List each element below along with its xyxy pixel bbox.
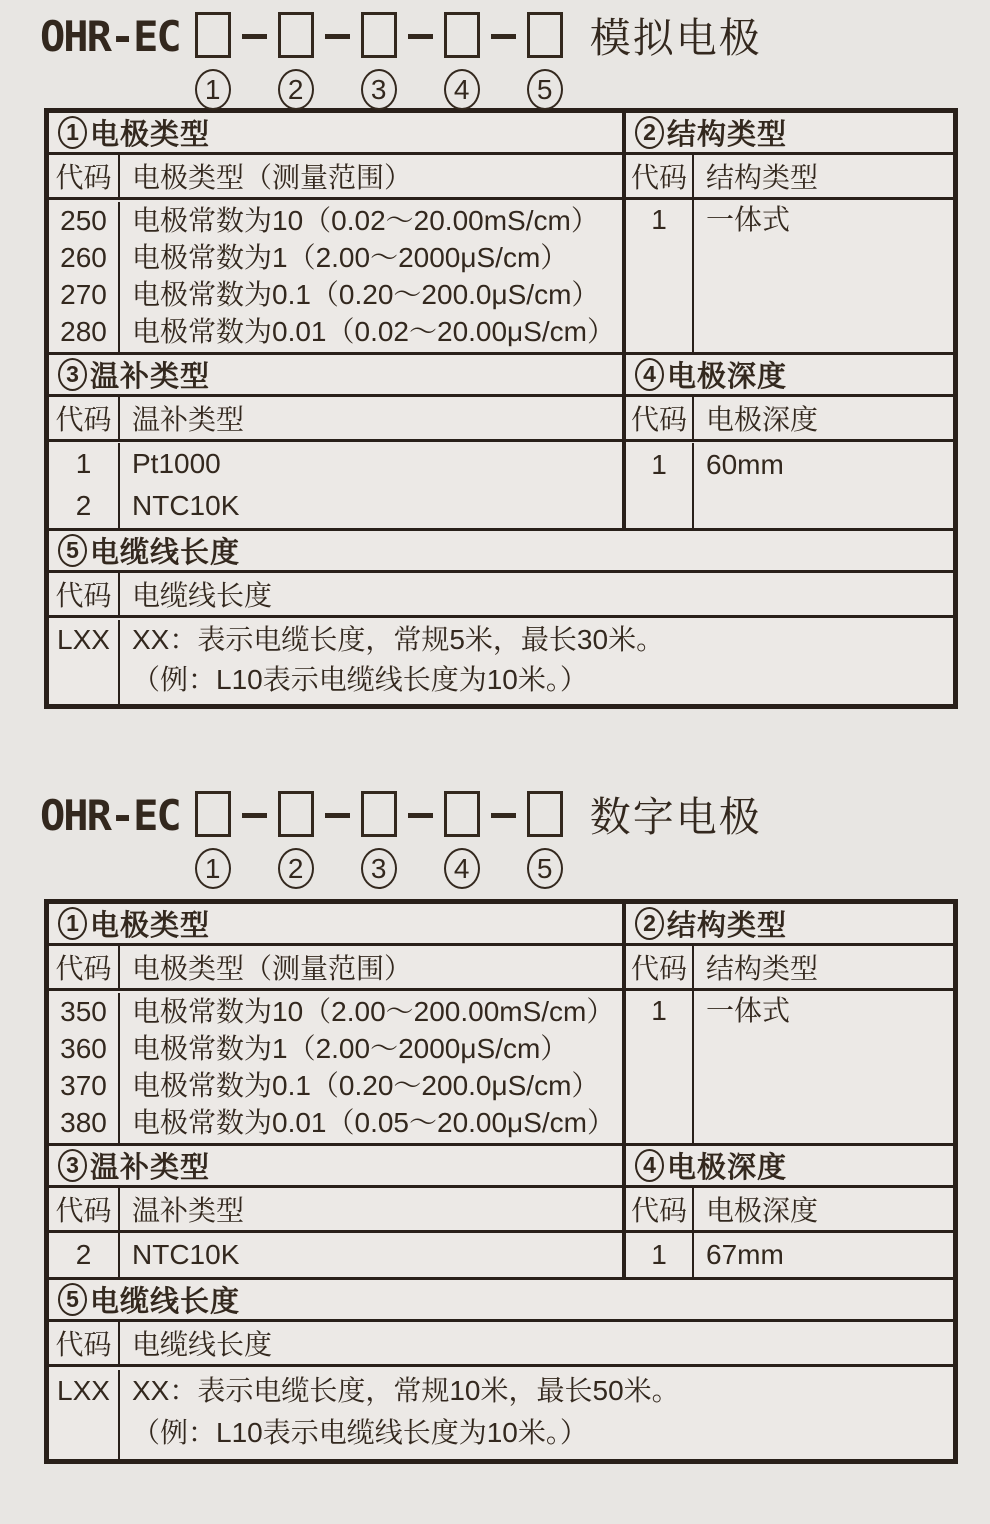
- code-cell: 260: [60, 242, 107, 273]
- position-marker-5: 5: [527, 848, 563, 889]
- data-rows: [49, 1233, 622, 1277]
- digit-box-icon: [278, 12, 314, 58]
- data-rows: [626, 991, 953, 1143]
- section-header: [626, 113, 953, 155]
- circled-number-icon: 1: [58, 907, 87, 940]
- desc-cells: [694, 1233, 953, 1277]
- circled-number-icon: 4: [635, 1149, 664, 1182]
- desc-cell: 电极常数为0.1（0.20～200.0μS/cm）: [132, 279, 600, 310]
- desc-column-header: 电极深度: [706, 404, 819, 435]
- temp-comp-subtable: [49, 1146, 626, 1277]
- desc-cell: 一体式: [706, 995, 791, 1026]
- band-cable: [49, 1280, 953, 1459]
- code-cell: LXX: [57, 624, 110, 655]
- code-cell: 250: [60, 205, 107, 236]
- desc-cells: [694, 991, 953, 1143]
- section-header: [626, 1146, 953, 1188]
- circled-number-icon: 4: [635, 358, 664, 391]
- code-cell: 280: [60, 316, 107, 347]
- desc-cells: [120, 620, 953, 704]
- code-cells: [49, 620, 120, 704]
- model-slot-3: [361, 791, 397, 889]
- data-rows: [626, 442, 953, 528]
- desc-column-header: 温补类型: [132, 404, 245, 435]
- position-marker-1: 1: [195, 848, 231, 889]
- desc-cell: 电极常数为1（2.00～2000μS/cm）: [132, 242, 569, 273]
- band-temp-depth: [49, 1146, 953, 1280]
- model-slot-2: [278, 791, 314, 889]
- code-column-header: 代码: [626, 946, 694, 988]
- structure-type-subtable: [626, 113, 953, 352]
- column-header-row: [49, 397, 622, 442]
- data-rows: [49, 1367, 953, 1459]
- code-cells: [626, 443, 694, 528]
- cable-desc-line2: （例：L10表示电缆线长度为10米。）: [132, 664, 588, 695]
- model-slot-4: [444, 12, 480, 110]
- digit-box-icon: [444, 791, 480, 837]
- band-temp-depth: [49, 355, 953, 531]
- section-title: 电极类型: [90, 119, 211, 151]
- code-cells: [626, 200, 694, 352]
- desc-cells: [120, 993, 622, 1143]
- data-rows: [626, 1233, 953, 1277]
- code-cells: [626, 1233, 694, 1277]
- code-cell: 270: [60, 279, 107, 310]
- code-cells: [626, 991, 694, 1143]
- desc-cell: 电极常数为10（0.02～20.00mS/cm）: [132, 205, 599, 236]
- cable-desc-line2: （例：L10表示电缆线长度为10米。）: [132, 1417, 588, 1448]
- column-header-row: [626, 946, 953, 991]
- desc-cells: [694, 443, 953, 528]
- electrode-type-subtable: [49, 113, 626, 352]
- section-header: [49, 531, 953, 573]
- analog-selection-table: [44, 108, 958, 709]
- position-marker-5: 5: [527, 69, 563, 110]
- desc-cell: 67mm: [706, 1239, 784, 1270]
- code-cell: 380: [60, 1107, 107, 1138]
- circled-number-icon: 2: [635, 907, 664, 940]
- model-slot-1: [195, 791, 231, 889]
- data-rows: [49, 442, 622, 528]
- position-marker-3: 3: [361, 848, 397, 889]
- position-marker-4: 4: [444, 848, 480, 889]
- model-prefix: OHR-EC: [40, 12, 180, 61]
- section-title: 温补类型: [90, 1152, 211, 1184]
- section-title: 电缆线长度: [90, 1286, 241, 1318]
- desc-cell: 一体式: [706, 204, 791, 235]
- depth-subtable: [626, 355, 953, 528]
- temp-comp-subtable: [49, 355, 626, 528]
- digit-box-icon: [195, 791, 231, 837]
- code-cell: 370: [60, 1070, 107, 1101]
- section-header: [49, 904, 622, 946]
- section-header: [626, 904, 953, 946]
- spacer: [44, 887, 990, 899]
- digit-box-icon: [361, 12, 397, 58]
- depth-subtable: [626, 1146, 953, 1277]
- code-column-header: 代码: [49, 573, 120, 615]
- desc-cell: 电极常数为0.01（0.05～20.00μS/cm）: [132, 1107, 615, 1138]
- cable-desc-line1: XX：表示电缆长度，常规10米，最长50米。: [132, 1375, 680, 1406]
- desc-cell: NTC10K: [132, 1239, 240, 1270]
- code-column-header: 代码: [49, 1322, 120, 1364]
- code-column-header: 代码: [49, 946, 120, 988]
- desc-cell: 电极常数为10（2.00～200.00mS/cm）: [132, 996, 615, 1027]
- section-title: 结构类型: [667, 910, 788, 942]
- column-header-row: [49, 155, 622, 200]
- analog-section: [40, 12, 990, 709]
- model-slot-5: [527, 791, 563, 889]
- desc-cells: [694, 200, 953, 352]
- section-title: 温补类型: [90, 361, 211, 393]
- desc-cell: 电极常数为1（2.00～2000μS/cm）: [132, 1033, 569, 1064]
- digit-box-icon: [444, 12, 480, 58]
- desc-cells: [120, 1233, 622, 1277]
- code-cell: 1: [75, 448, 92, 479]
- code-cells: [49, 1233, 120, 1277]
- code-cell: 1: [651, 449, 667, 480]
- code-column-header: 代码: [49, 1188, 120, 1230]
- section-header: [49, 113, 622, 155]
- desc-cells: [120, 1370, 953, 1459]
- column-header-row: [626, 1188, 953, 1233]
- desc-cells: [120, 443, 622, 528]
- structure-type-subtable: [626, 904, 953, 1143]
- dash-separator-icon: [242, 813, 267, 818]
- section-title: 电极深度: [667, 361, 788, 393]
- dash-separator-icon: [408, 813, 433, 818]
- cable-desc-line1: XX：表示电缆长度，常规5米，最长30米。: [132, 624, 665, 655]
- data-rows: [626, 200, 953, 352]
- band-electrode-structure: [49, 113, 953, 355]
- code-column-header: 代码: [49, 397, 120, 439]
- desc-column-header: 电缆线长度: [132, 580, 273, 611]
- desc-cell: 电极常数为0.1（0.20～200.0μS/cm）: [132, 1070, 600, 1101]
- desc-cell: 电极常数为0.01（0.02～20.00μS/cm）: [132, 316, 615, 347]
- digital-selection-table: [44, 899, 958, 1464]
- model-slot-4: [444, 791, 480, 889]
- circled-number-icon: 3: [58, 358, 87, 391]
- code-column-header: 代码: [626, 155, 694, 197]
- code-cell: 1: [651, 1239, 667, 1270]
- code-column-header: 代码: [626, 1188, 694, 1230]
- column-header-row: [49, 1322, 953, 1367]
- code-cells: [49, 202, 120, 352]
- desc-column-header: 结构类型: [706, 162, 819, 193]
- position-marker-4: 4: [444, 69, 480, 110]
- band-electrode-structure: [49, 904, 953, 1146]
- dash-separator-icon: [325, 813, 350, 818]
- section-title: 电缆线长度: [90, 537, 241, 569]
- code-cell: 1: [651, 995, 667, 1026]
- section-header: [626, 355, 953, 397]
- position-marker-1: 1: [195, 69, 231, 110]
- desc-cell: Pt1000: [132, 448, 221, 479]
- section-header: [49, 1146, 622, 1188]
- desc-cell: NTC10K: [132, 490, 240, 521]
- model-type-label: 数字电极: [589, 794, 762, 840]
- dash-separator-icon: [408, 34, 433, 39]
- electrode-type-subtable: [49, 904, 626, 1143]
- desc-column-header: 温补类型: [132, 1195, 245, 1226]
- circled-number-icon: 1: [58, 116, 87, 149]
- model-slot-2: [278, 12, 314, 110]
- circled-number-icon: 2: [635, 116, 664, 149]
- section-title: 电极深度: [667, 1152, 788, 1184]
- section-header: [49, 1280, 953, 1322]
- code-cell: 2: [75, 490, 92, 521]
- desc-cell: 60mm: [706, 449, 784, 480]
- column-header-row: [49, 1188, 622, 1233]
- desc-cells: [120, 202, 622, 352]
- model-slot-3: [361, 12, 397, 110]
- section-title: 电极类型: [90, 910, 211, 942]
- position-marker-2: 2: [278, 69, 314, 110]
- digit-box-icon: [361, 791, 397, 837]
- section-spacer: [44, 709, 990, 791]
- code-column-header: 代码: [626, 397, 694, 439]
- circled-number-icon: 3: [58, 1149, 87, 1182]
- column-header-row: [626, 155, 953, 200]
- desc-column-header: 电极深度: [706, 1195, 819, 1226]
- column-header-row: [49, 946, 622, 991]
- position-marker-3: 3: [361, 69, 397, 110]
- code-cells: [49, 443, 120, 528]
- digit-box-icon: [195, 12, 231, 58]
- circled-number-icon: 5: [58, 1283, 87, 1316]
- code-cells: [49, 1370, 120, 1459]
- circled-number-icon: 5: [58, 534, 87, 567]
- data-rows: [49, 618, 953, 704]
- dash-separator-icon: [242, 34, 267, 39]
- model-slot-5: [527, 12, 563, 110]
- desc-column-header: 电缆线长度: [132, 1329, 273, 1360]
- analog-model-code-diagram: [40, 12, 990, 108]
- code-cell: 2: [75, 1239, 92, 1270]
- desc-column-header: 结构类型: [706, 953, 819, 984]
- column-header-row: [49, 573, 953, 618]
- model-slot-1: [195, 12, 231, 110]
- desc-column-header: 电极类型（测量范围）: [132, 162, 413, 193]
- code-cell: 350: [60, 996, 107, 1027]
- band-cable: [49, 531, 953, 704]
- model-prefix: OHR-EC: [40, 791, 180, 840]
- code-cell: 360: [60, 1033, 107, 1064]
- column-header-row: [626, 397, 953, 442]
- data-rows: [49, 991, 622, 1143]
- desc-column-header: 电极类型（测量范围）: [132, 953, 413, 984]
- code-column-header: 代码: [49, 155, 120, 197]
- digital-model-code-diagram: [40, 791, 990, 887]
- digit-box-icon: [527, 791, 563, 837]
- section-header: [49, 355, 622, 397]
- position-marker-2: 2: [278, 848, 314, 889]
- dash-separator-icon: [491, 34, 516, 39]
- digital-section: [40, 791, 990, 1464]
- dash-separator-icon: [491, 813, 516, 818]
- section-title: 结构类型: [667, 119, 788, 151]
- dash-separator-icon: [325, 34, 350, 39]
- digit-box-icon: [527, 12, 563, 58]
- code-cell: LXX: [57, 1375, 110, 1406]
- code-cells: [49, 993, 120, 1143]
- model-type-label: 模拟电极: [589, 15, 762, 61]
- digit-box-icon: [278, 791, 314, 837]
- data-rows: [49, 200, 622, 352]
- code-cell: 1: [651, 204, 667, 235]
